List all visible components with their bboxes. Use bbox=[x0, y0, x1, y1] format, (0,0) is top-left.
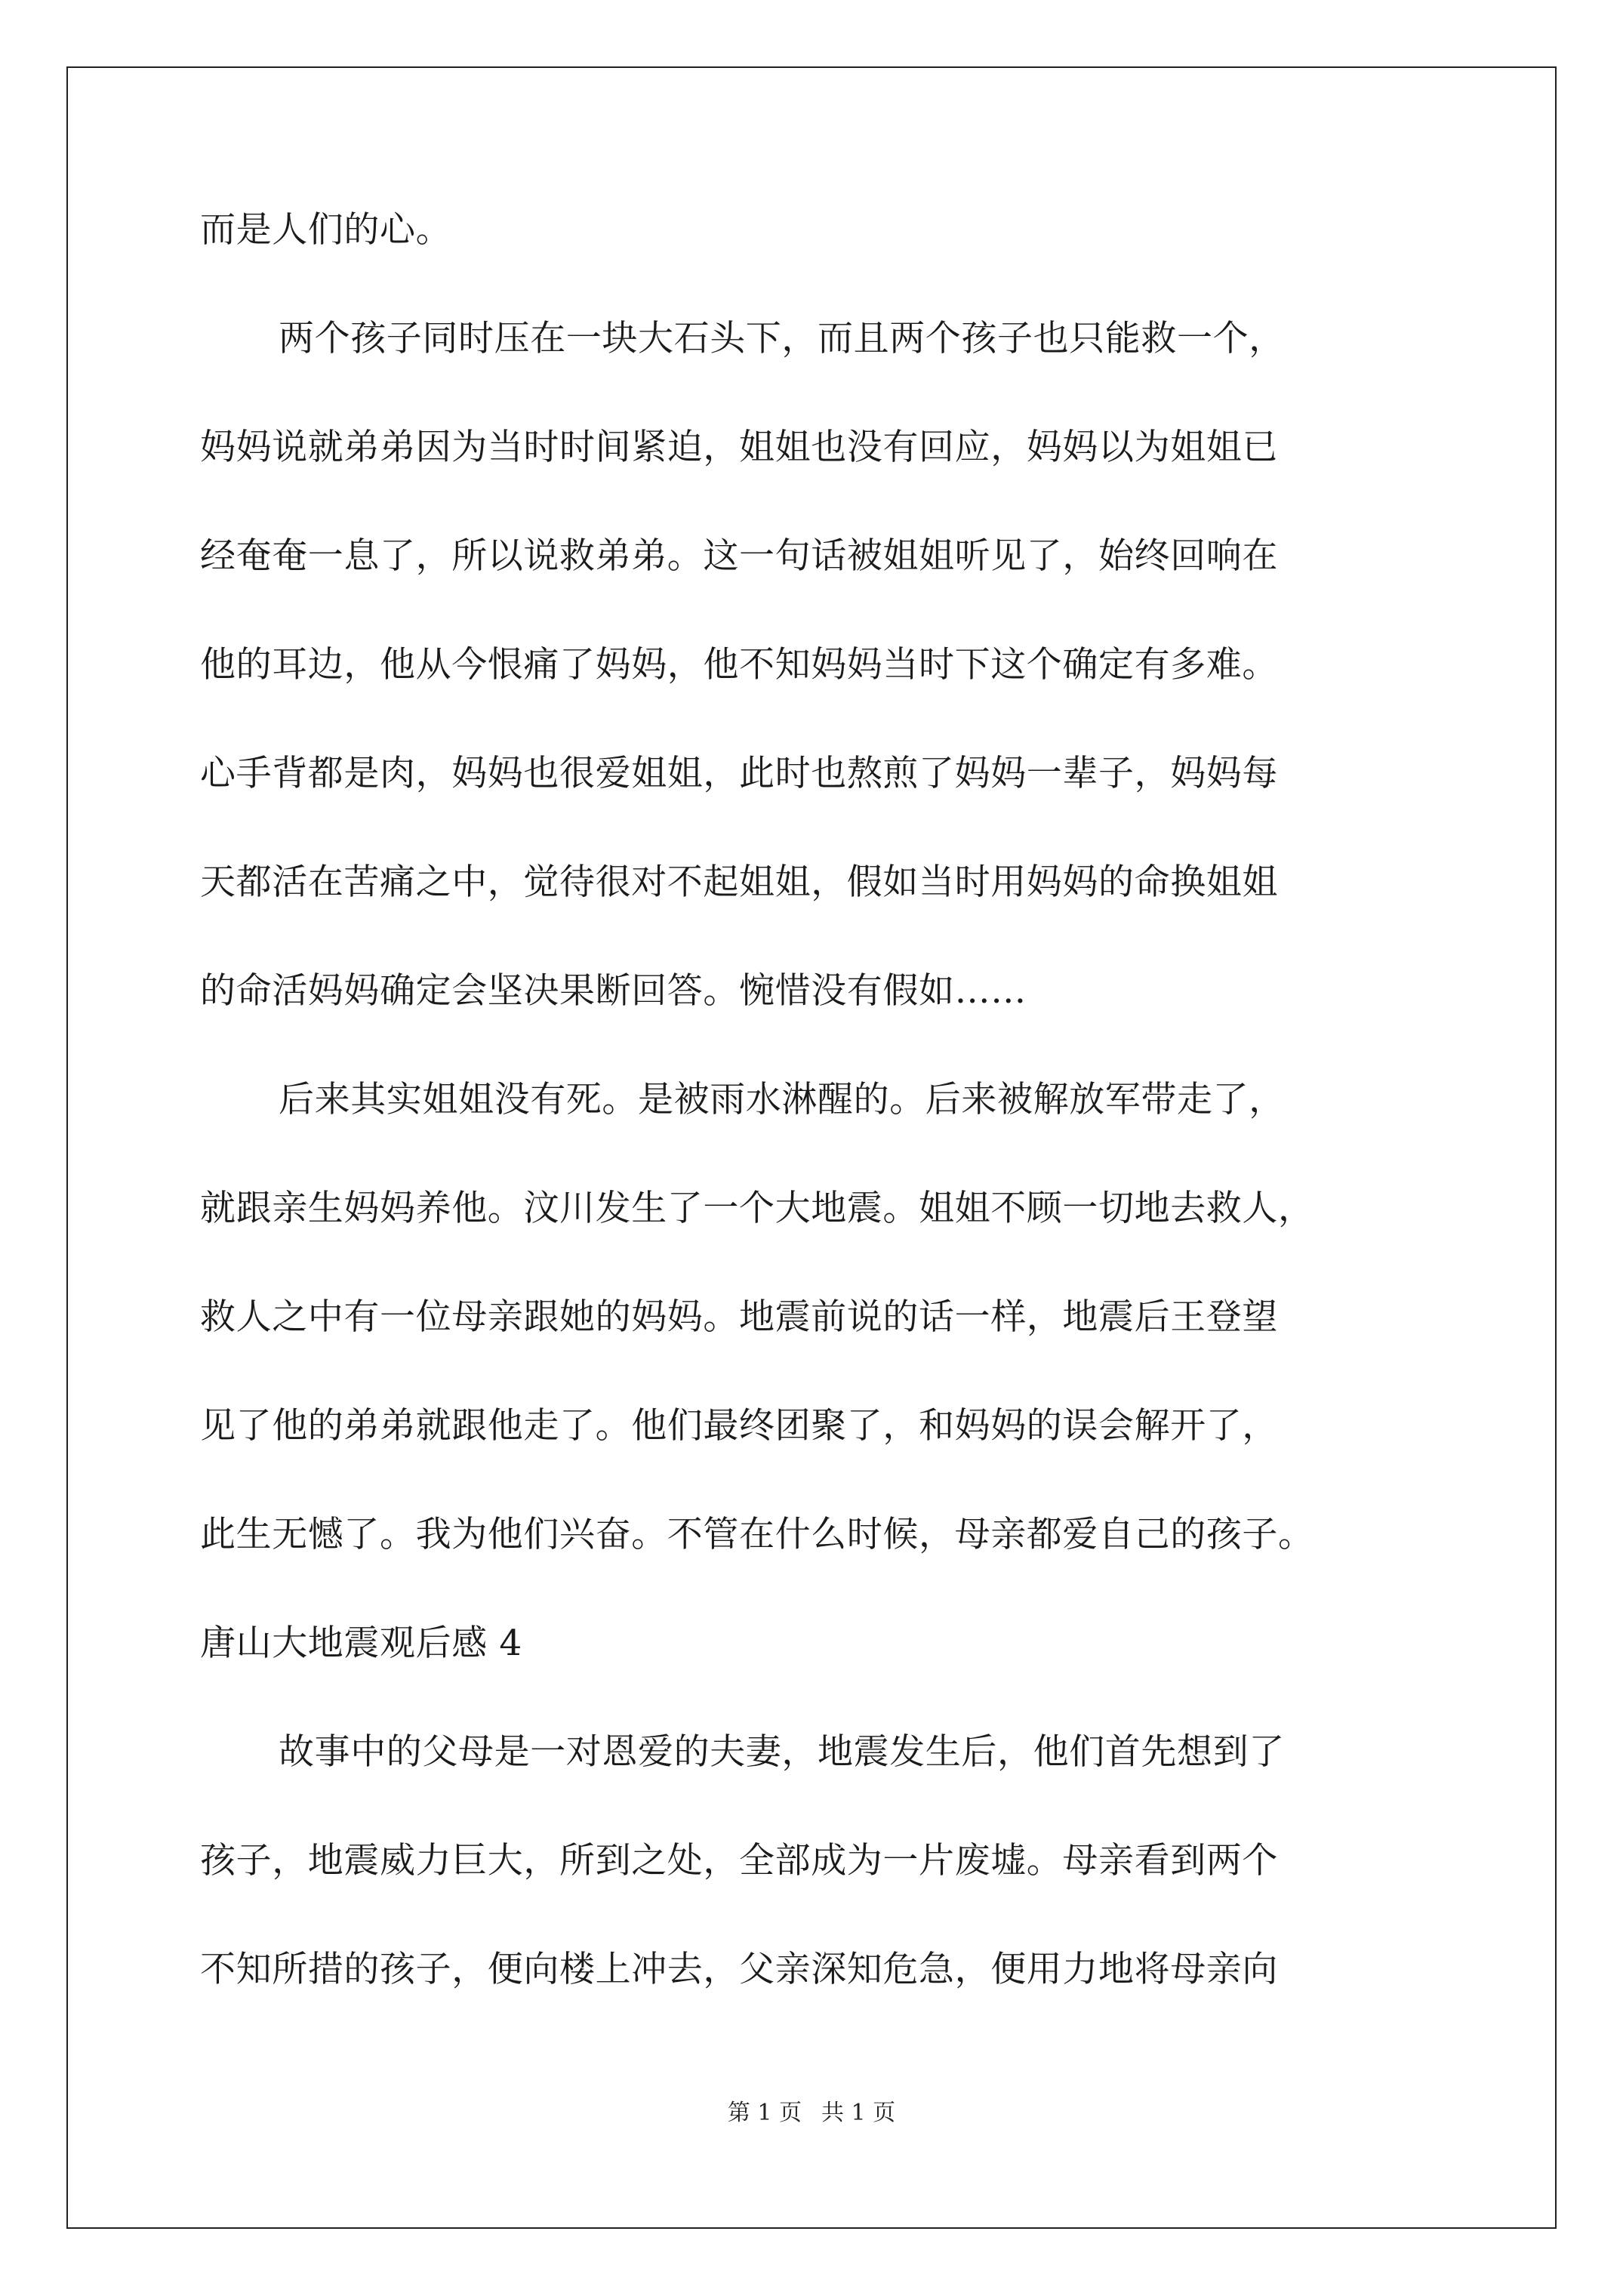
text-line: 救人之中有一位母亲跟她的妈妈。地震前说的话一样，地震后王登望 bbox=[200, 1296, 1278, 1338]
text-line: 经奄奄一息了，所以说救弟弟。这一句话被姐姐听见了，始终回响在 bbox=[200, 535, 1278, 577]
text-line: 天都活在苦痛之中，觉待很对不起姐姐，假如当时用妈妈的命换姐姐 bbox=[200, 861, 1278, 903]
text-line: 心手背都是肉，妈妈也很爱姐姐，此时也熬煎了妈妈一辈子，妈妈每 bbox=[200, 753, 1278, 794]
page-total: 共 1 页 bbox=[821, 2100, 896, 2126]
page-footer bbox=[0, 2100, 1623, 2126]
text-line: 此生无憾了。我为他们兴奋。不管在什么时候，母亲都爱自己的孩子。 bbox=[200, 1514, 1314, 1555]
text-line: 孩子，地震威力巨大，所到之处，全部成为一片废墟。母亲看到两个 bbox=[200, 1840, 1278, 1881]
text-line: 两个孩子同时压在一块大石头下，而且两个孩子也只能救一个， bbox=[279, 318, 1285, 359]
page-number: 第 1 页 bbox=[727, 2100, 802, 2126]
document-body bbox=[200, 211, 1453, 2060]
text-line: 就跟亲生妈妈养他。汶川发生了一个大地震。姐姐不顾一切地去救人， bbox=[200, 1188, 1314, 1229]
text-line: 他的耳边，他从今恨痛了妈妈，他不知妈妈当时下这个确定有多难。 bbox=[200, 644, 1278, 686]
text-line: 不知所措的孩子，便向楼上冲去，父亲深知危急，便用力地将母亲向 bbox=[200, 1949, 1278, 1990]
text-line: 的命活妈妈确定会坚决果断回答。惋惜没有假如…… bbox=[200, 970, 1027, 1012]
text-line: 见了他的弟弟就跟他走了。他们最终团聚了，和妈妈的误会解开了， bbox=[200, 1405, 1278, 1447]
section-heading: 唐山大地震观后感 4 bbox=[200, 1623, 522, 1664]
text-line: 后来其实姐姐没有死。是被雨水淋醒的。后来被解放军带走了， bbox=[279, 1079, 1285, 1120]
text-line: 故事中的父母是一对恩爱的夫妻，地震发生后，他们首先想到了 bbox=[279, 1731, 1285, 1773]
text-line: 妈妈说就弟弟因为当时时间紧迫，姐姐也没有回应，妈妈以为姐姐已 bbox=[200, 427, 1278, 468]
text-line: 而是人们的心。 bbox=[200, 209, 452, 251]
